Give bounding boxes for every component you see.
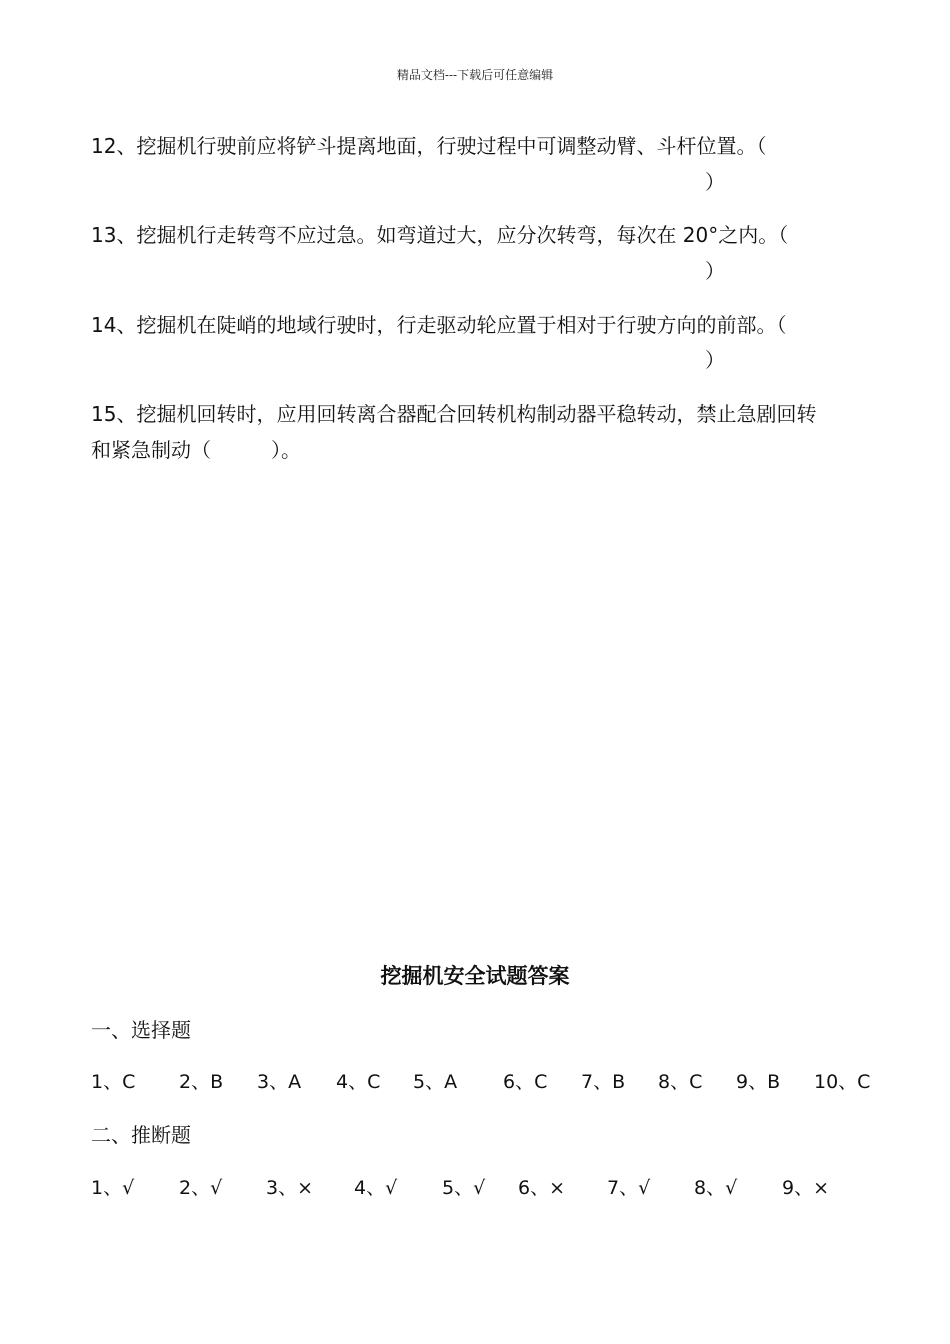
question-15 [91, 396, 871, 468]
question-13-text: 13、挖掘机行走转弯不应过急。如弯道过大，应分次转弯，每次在 20°之内。（ [91, 223, 789, 247]
question-14-close-paren: ） [705, 348, 725, 372]
question-12 [91, 128, 871, 164]
question-12-text: 12、挖掘机行驶前应将铲斗提离地面，行驶过程中可调整动臂、斗杆位置。（ [91, 134, 767, 158]
answer-choice-9: 9、B [736, 1071, 781, 1093]
answer-choice-4: 4、C [336, 1071, 381, 1093]
question-14-text: 14、挖掘机在陡峭的地域行驶时，行走驱动轮应置于相对于行驶方向的前部。（ [91, 313, 787, 337]
answer-choice-6: 6、C [503, 1071, 548, 1093]
section-1-heading: 一、选择题 [91, 1018, 191, 1042]
answer-judge-2: 2、√ [179, 1177, 223, 1199]
answer-choice-3: 3、A [257, 1071, 302, 1093]
question-15-text-line1: 15、挖掘机回转时，应用回转离合器配合回转机构制动器平稳转动，禁止急剧回转 [91, 402, 817, 426]
answer-judge-1: 1、√ [91, 1177, 135, 1199]
answer-judge-3: 3、× [266, 1177, 314, 1199]
question-13-close-paren: ） [705, 259, 725, 283]
answer-choice-2: 2、B [179, 1071, 224, 1093]
answer-choice-10: 10、C [814, 1071, 871, 1093]
answer-judge-8: 8、√ [694, 1177, 738, 1199]
question-14 [91, 307, 871, 343]
question-15-text-line2: 和紧急制动（ ）。 [91, 438, 301, 462]
answer-judge-7: 7、√ [607, 1177, 651, 1199]
answer-choice-1: 1、C [91, 1071, 136, 1093]
answers-title: 挖掘机安全试题答案 [380, 964, 570, 988]
answer-choice-5: 5、A [413, 1071, 458, 1093]
question-13 [91, 217, 871, 253]
document-header: 精品文档---下载后可任意编辑 [396, 68, 554, 82]
answer-choice-7: 7、B [581, 1071, 626, 1093]
section-2-heading: 二、推断题 [91, 1123, 191, 1147]
question-12-close-paren: ） [705, 170, 725, 194]
answer-judge-4: 4、√ [354, 1177, 398, 1199]
answer-judge-6: 6、× [518, 1177, 566, 1199]
answer-choice-8: 8、C [658, 1071, 703, 1093]
answer-judge-5: 5、√ [442, 1177, 486, 1199]
answer-judge-9: 9、× [782, 1177, 830, 1199]
